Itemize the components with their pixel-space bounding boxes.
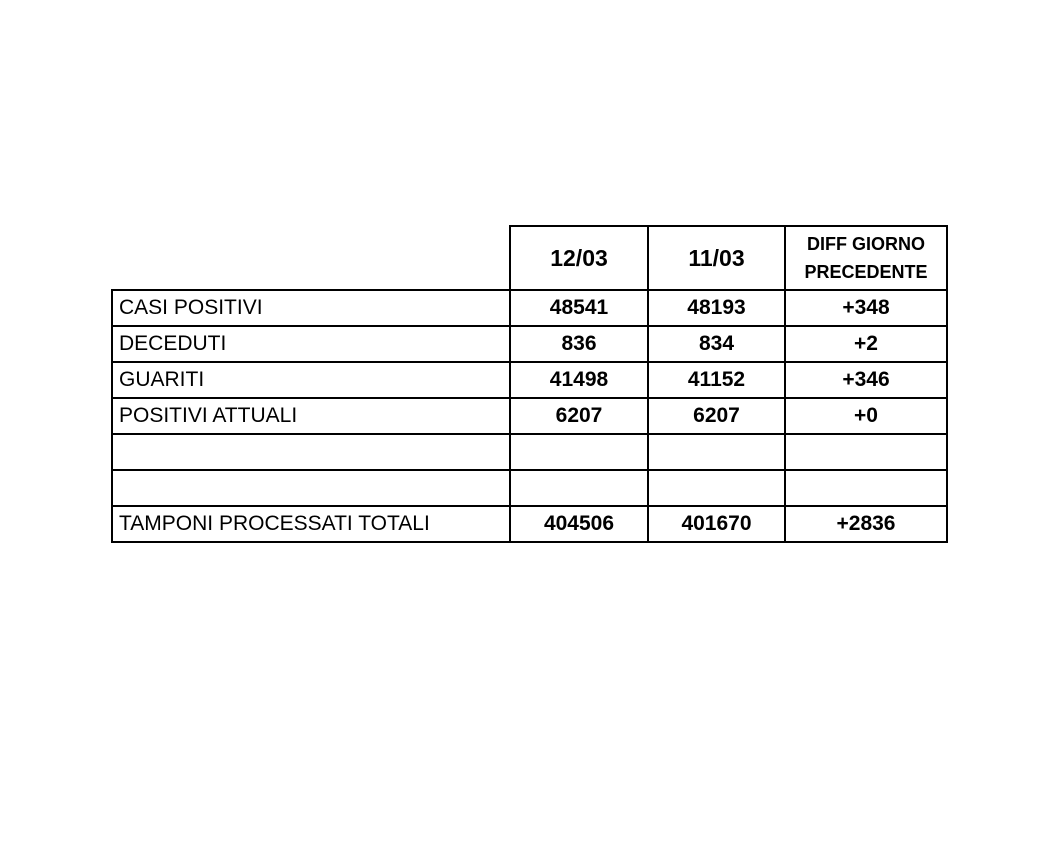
table-row-empty bbox=[112, 470, 947, 506]
row-value-diff bbox=[785, 470, 947, 506]
table-row bbox=[112, 506, 947, 542]
header-diff bbox=[785, 226, 947, 290]
table-row bbox=[112, 326, 947, 362]
row-value-diff: +346 bbox=[785, 362, 947, 398]
row-value-date-1: 48541 bbox=[510, 290, 648, 326]
row-value-date-2: 834 bbox=[648, 326, 785, 362]
header-diff-line-2: PRECEDENTE bbox=[804, 262, 928, 282]
row-value-diff bbox=[785, 434, 947, 470]
row-value-date-2: 41152 bbox=[648, 362, 785, 398]
header-date-1: 12/03 bbox=[510, 226, 648, 290]
row-value-date-1: 836 bbox=[510, 326, 648, 362]
row-label: DECEDUTI bbox=[112, 326, 510, 362]
row-value-diff: +348 bbox=[785, 290, 947, 326]
row-label: CASI POSITIVI bbox=[112, 290, 510, 326]
row-value-date-2: 48193 bbox=[648, 290, 785, 326]
table-row bbox=[112, 398, 947, 434]
row-value-diff: +2836 bbox=[785, 506, 947, 542]
row-value-date-1 bbox=[510, 434, 648, 470]
row-label bbox=[112, 434, 510, 470]
data-sheet bbox=[111, 225, 946, 543]
row-label bbox=[112, 470, 510, 506]
row-label: GUARITI bbox=[112, 362, 510, 398]
row-label: TAMPONI PROCESSATI TOTALI bbox=[112, 506, 510, 542]
row-label: POSITIVI ATTUALI bbox=[112, 398, 510, 434]
table-row bbox=[112, 362, 947, 398]
row-value-date-1: 41498 bbox=[510, 362, 648, 398]
row-value-diff: +0 bbox=[785, 398, 947, 434]
row-value-date-1: 6207 bbox=[510, 398, 648, 434]
header-blank-cell bbox=[112, 226, 510, 290]
row-value-date-1: 404506 bbox=[510, 506, 648, 542]
row-value-date-2: 401670 bbox=[648, 506, 785, 542]
header-diff-line-1: DIFF GIORNO bbox=[807, 234, 925, 254]
row-value-date-2 bbox=[648, 434, 785, 470]
table-row bbox=[112, 290, 947, 326]
row-value-date-1 bbox=[510, 470, 648, 506]
row-value-date-2 bbox=[648, 470, 785, 506]
table-row-empty bbox=[112, 434, 947, 470]
row-value-date-2: 6207 bbox=[648, 398, 785, 434]
summary-table bbox=[111, 225, 948, 543]
row-value-diff: +2 bbox=[785, 326, 947, 362]
table-header-row bbox=[112, 226, 947, 290]
header-date-2: 11/03 bbox=[648, 226, 785, 290]
